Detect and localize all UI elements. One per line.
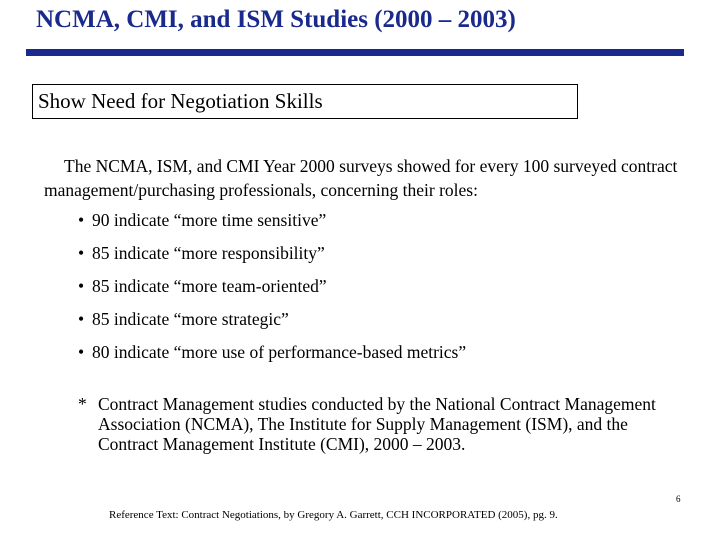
title-underline-rule xyxy=(26,49,684,56)
bullet-dot-icon: • xyxy=(78,342,85,362)
bullet-dot-icon: • xyxy=(78,276,85,296)
bullet-text: 90 indicate “more time sensitive” xyxy=(92,210,327,230)
bullet-text: 85 indicate “more team-oriented” xyxy=(92,276,327,296)
bullet-item xyxy=(78,307,466,340)
bullet-list xyxy=(78,208,466,373)
bullet-dot-icon: • xyxy=(78,243,85,263)
footnote xyxy=(78,394,688,454)
bullet-item xyxy=(78,241,466,274)
bullet-item xyxy=(78,274,466,307)
bullet-text: 80 indicate “more use of performance-based metrics” xyxy=(92,342,467,362)
bullet-item xyxy=(78,208,466,241)
bullet-dot-icon: • xyxy=(78,210,85,230)
page-number: 6 xyxy=(676,494,681,504)
reference-text: Reference Text: Contract Negotiations, by Gregory A. Garrett, CCH INCORPORATED (2005), pg. 9. xyxy=(109,509,558,521)
intro-paragraph: The NCMA, ISM, and CMI Year 2000 surveys showed for every 100 surveyed contract management/purchasing professionals, concerning their roles: xyxy=(44,156,678,200)
boxed-heading: Show Need for Negotiation Skills xyxy=(32,84,578,119)
bullet-dot-icon: • xyxy=(78,309,85,329)
footnote-asterisk: * xyxy=(78,394,87,414)
bullet-item xyxy=(78,340,466,373)
bullet-text: 85 indicate “more responsibility” xyxy=(92,243,325,263)
footnote-text: Contract Management studies conducted by the National Contract Management Association (NCMA), The Institute for Supply Management (ISM), and the Contract Management Institute (CMI), 2000 – 2003. xyxy=(98,394,656,454)
slide-title: NCMA, CMI, and ISM Studies (2000 – 2003) xyxy=(36,6,516,33)
bullet-text: 85 indicate “more strategic” xyxy=(92,309,289,329)
